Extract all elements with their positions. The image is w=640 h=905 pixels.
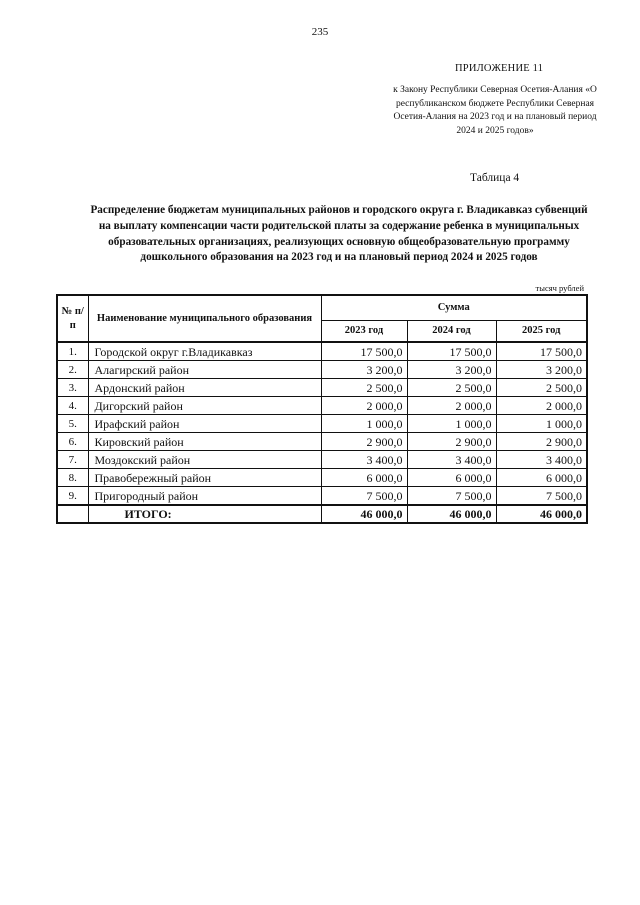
total-2025: 46 000,0 <box>496 505 587 523</box>
column-header-sum: Сумма <box>321 295 587 321</box>
appendix-text: к Закону Республики Северная Осетия-Алания «О республиканском бюджете Республики Северная Осетия-Алания на 2023 год и на плановый период 2024 и 2025 годов» <box>393 85 597 136</box>
value-2023: 6 000,0 <box>321 469 407 487</box>
row-number: 4. <box>57 397 88 415</box>
value-2025: 7 500,0 <box>496 487 587 506</box>
table-label: Таблица 4 <box>470 172 520 184</box>
value-2025: 2 900,0 <box>496 433 587 451</box>
row-number: 6. <box>57 433 88 451</box>
table-row <box>57 451 587 469</box>
table-row <box>57 433 587 451</box>
value-2024: 1 000,0 <box>407 415 496 433</box>
value-2024: 3 200,0 <box>407 361 496 379</box>
value-2025: 17 500,0 <box>496 342 587 361</box>
municipality-name: Ирафский район <box>88 415 321 433</box>
municipality-name: Пригородный район <box>88 487 321 506</box>
municipality-name: Алагирский район <box>88 361 321 379</box>
row-number: 5. <box>57 415 88 433</box>
row-number: 9. <box>57 487 88 506</box>
total-number-cell <box>57 505 88 523</box>
value-2025: 2 000,0 <box>496 397 587 415</box>
row-number: 1. <box>57 342 88 361</box>
value-2024: 2 500,0 <box>407 379 496 397</box>
value-2023: 1 000,0 <box>321 415 407 433</box>
table-row <box>57 415 587 433</box>
value-2024: 3 400,0 <box>407 451 496 469</box>
page-number: 235 <box>311 26 329 38</box>
total-2023: 46 000,0 <box>321 505 407 523</box>
unit-label: тысяч рублей <box>535 283 584 293</box>
municipality-name: Дигорский район <box>88 397 321 415</box>
value-2025: 6 000,0 <box>496 469 587 487</box>
row-number: 8. <box>57 469 88 487</box>
table-row <box>57 342 587 361</box>
row-number: 2. <box>57 361 88 379</box>
municipality-name: Кировский район <box>88 433 321 451</box>
table-row <box>57 379 587 397</box>
value-2024: 2 900,0 <box>407 433 496 451</box>
municipality-name: Моздокский район <box>88 451 321 469</box>
value-2025: 3 400,0 <box>496 451 587 469</box>
appendix-title: ПРИЛОЖЕНИЕ 11 <box>455 63 544 74</box>
table-row <box>57 487 587 506</box>
total-label: ИТОГО: <box>88 505 321 523</box>
value-2024: 2 000,0 <box>407 397 496 415</box>
row-number: 7. <box>57 451 88 469</box>
value-2023: 7 500,0 <box>321 487 407 506</box>
row-number: 3. <box>57 379 88 397</box>
column-header-name: Наименование муниципального образования <box>88 295 321 342</box>
value-2024: 6 000,0 <box>407 469 496 487</box>
value-2023: 2 900,0 <box>321 433 407 451</box>
budget-table <box>56 294 588 524</box>
value-2025: 2 500,0 <box>496 379 587 397</box>
value-2023: 2 500,0 <box>321 379 407 397</box>
value-2023: 3 200,0 <box>321 361 407 379</box>
column-header-2023: 2023 год <box>321 321 407 343</box>
value-2023: 2 000,0 <box>321 397 407 415</box>
table-row <box>57 469 587 487</box>
value-2024: 17 500,0 <box>407 342 496 361</box>
municipality-name: Городской округ г.Владикавказ <box>88 342 321 361</box>
total-2024: 46 000,0 <box>407 505 496 523</box>
value-2025: 1 000,0 <box>496 415 587 433</box>
value-2024: 7 500,0 <box>407 487 496 506</box>
table-row <box>57 361 587 379</box>
document-title: Распределение бюджетам муниципальных районов и городского округа г. Владикавказ субвенций на выплату компенсации части родительской платы за содержание ребенка в муниципальных образовательных организациях, реализующих основную общеобразовательную программу дошкольного образования на 2023 год и на плановый период 2024 и 2025 годов <box>90 204 588 264</box>
table-row <box>57 397 587 415</box>
total-row <box>57 505 587 523</box>
column-header-number: № п/п <box>57 295 88 342</box>
municipality-name: Ардонский район <box>88 379 321 397</box>
column-header-2024: 2024 год <box>407 321 496 343</box>
value-2023: 17 500,0 <box>321 342 407 361</box>
municipality-name: Правобережный район <box>88 469 321 487</box>
column-header-2025: 2025 год <box>496 321 587 343</box>
value-2023: 3 400,0 <box>321 451 407 469</box>
value-2025: 3 200,0 <box>496 361 587 379</box>
